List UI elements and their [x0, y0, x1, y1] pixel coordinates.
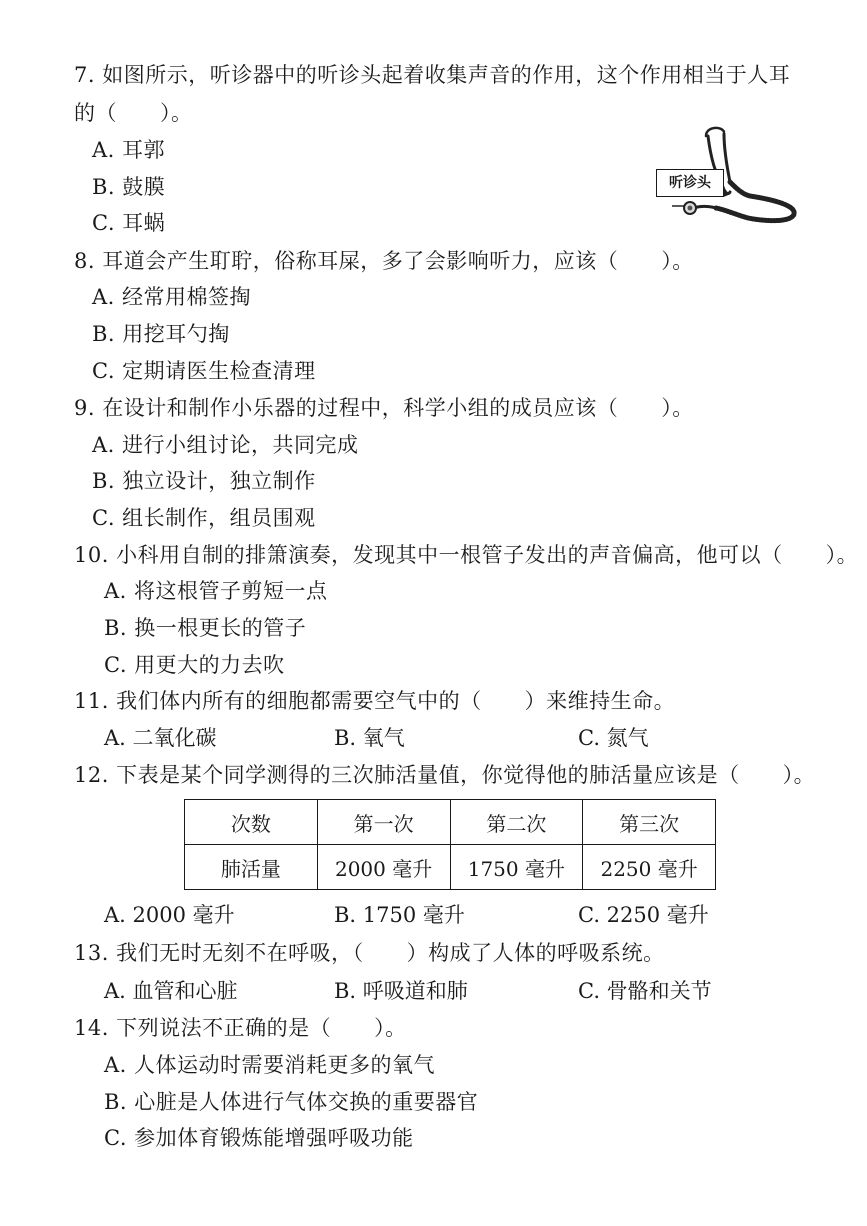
q8-stem: 8. 耳道会产生耵聍，俗称耳屎，多了会影响听力，应该（ ）。	[74, 249, 694, 273]
q7-stem-line1: 7. 如图所示，听诊器中的听诊头起着收集声音的作用，这个作用相当于人耳	[74, 63, 791, 87]
table-row	[185, 845, 716, 890]
q13-option-a: A. 血管和心脏	[104, 979, 238, 1003]
q7-stem-line2: 的（ ）。	[74, 101, 193, 125]
q11-stem: 11. 我们体内所有的细胞都需要空气中的（ ）来维持生命。	[74, 689, 676, 713]
table-cell: 次数	[185, 800, 318, 845]
q8-option-c: C. 定期请医生检查清理	[92, 359, 316, 383]
table-header-row	[185, 800, 716, 845]
chestpiece-label: 听诊头	[656, 169, 724, 197]
table-cell: 第一次	[317, 800, 450, 845]
q8-option-b: B. 用挖耳勺掏	[92, 322, 230, 346]
q11-option-c: C. 氮气	[578, 726, 649, 750]
lung-capacity-table	[184, 799, 716, 890]
q13-option-c: C. 骨骼和关节	[578, 979, 712, 1003]
table-cell: 2000 毫升	[317, 845, 450, 890]
q11-option-a: A. 二氧化碳	[104, 726, 217, 750]
q10-option-a: A. 将这根管子剪短一点	[104, 579, 328, 603]
table-cell: 2250 毫升	[583, 845, 716, 890]
q10-option-b: B. 换一根更长的管子	[104, 616, 307, 640]
q9-option-a: A. 进行小组讨论，共同完成	[92, 433, 359, 457]
table-cell: 肺活量	[185, 845, 318, 890]
q11-option-b: B. 氧气	[334, 726, 405, 750]
q9-option-b: B. 独立设计，独立制作	[92, 469, 316, 493]
q9-option-c: C. 组长制作，组员围观	[92, 506, 316, 530]
q9-stem: 9. 在设计和制作小乐器的过程中，科学小组的成员应该（ ）。	[74, 396, 694, 420]
q14-option-b: B. 心脏是人体进行气体交换的重要器官	[104, 1090, 479, 1114]
q14-option-a: A. 人体运动时需要消耗更多的氧气	[104, 1053, 436, 1077]
q7-option-a: A. 耳郭	[92, 138, 166, 162]
q13-option-b: B. 呼吸道和肺	[334, 979, 468, 1003]
q7-option-c: C. 耳蜗	[92, 211, 166, 235]
q14-option-c: C. 参加体育锻炼能增强呼吸功能	[104, 1126, 414, 1150]
q12-stem: 12. 下表是某个同学测得的三次肺活量值，你觉得他的肺活量应该是（ ）。	[74, 763, 816, 787]
q10-option-c: C. 用更大的力去吹	[104, 653, 285, 677]
table-cell: 第二次	[450, 800, 583, 845]
q7-option-b: B. 鼓膜	[92, 175, 166, 199]
q13-stem: 13. 我们无时无刻不在呼吸，（ ）构成了人体的呼吸系统。	[74, 941, 665, 965]
q12-option-c: C. 2250 毫升	[578, 903, 709, 927]
q12-option-b: B. 1750 毫升	[334, 903, 465, 927]
q14-stem: 14. 下列说法不正确的是（ ）。	[74, 1016, 407, 1040]
table-cell: 1750 毫升	[450, 845, 583, 890]
q12-option-a: A. 2000 毫升	[104, 903, 235, 927]
q10-stem: 10. 小科用自制的排箫演奏，发现其中一根管子发出的声音偏高，他可以（ ）。	[74, 543, 859, 567]
table-cell: 第三次	[583, 800, 716, 845]
q8-option-a: A. 经常用棉签掏	[92, 285, 252, 309]
